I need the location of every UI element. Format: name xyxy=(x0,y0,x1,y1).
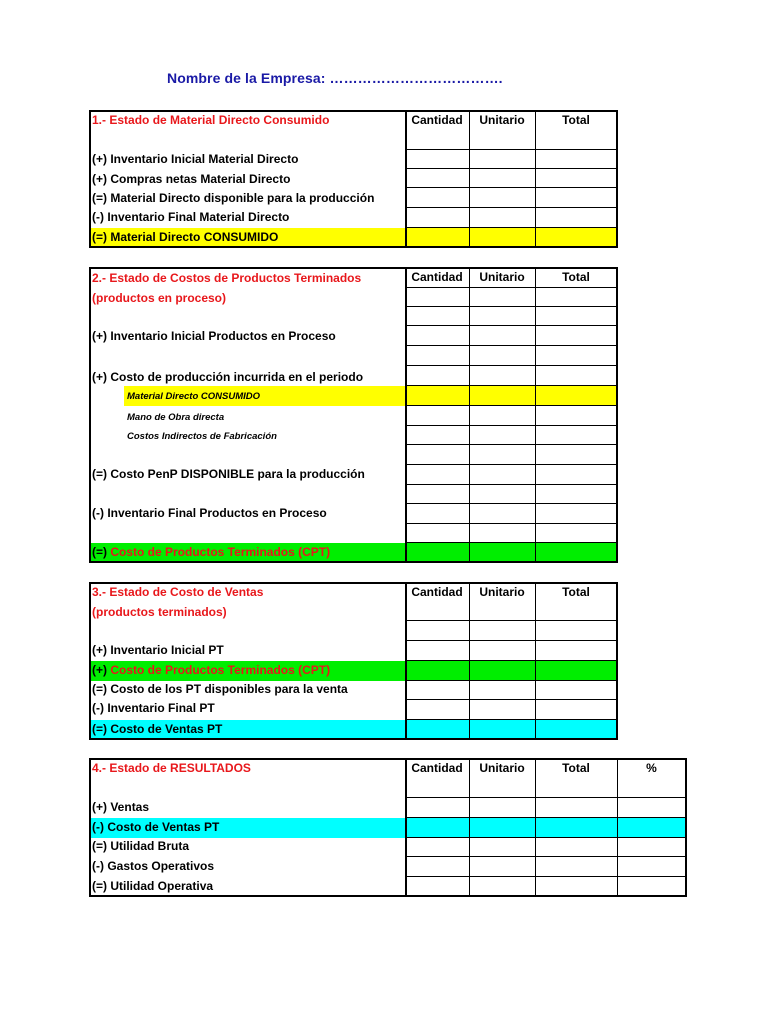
row-label xyxy=(92,210,289,224)
row-label xyxy=(92,859,214,873)
sign-symbol: (=) xyxy=(92,545,107,559)
row-label-text: Costos Indirectos de Fabricación xyxy=(127,431,277,442)
sign-symbol: (-) xyxy=(92,701,104,715)
row-label xyxy=(92,545,330,559)
sign-symbol: (-) xyxy=(92,506,104,520)
row-label xyxy=(92,800,149,814)
sign-symbol: (+) xyxy=(92,152,107,166)
cell-divider xyxy=(405,227,617,228)
row-label-text: Inventario Final PT xyxy=(107,701,215,715)
cell-divider xyxy=(405,503,617,504)
section-heading xyxy=(92,271,361,285)
row-label xyxy=(92,839,189,853)
column-header: Total xyxy=(562,761,590,775)
row-label xyxy=(92,152,298,166)
column-header: % xyxy=(646,761,657,775)
cell-divider xyxy=(405,425,617,426)
row-label xyxy=(127,411,224,425)
column-divider xyxy=(405,582,407,740)
page-title: Nombre de la Empresa: ………………………………. xyxy=(167,70,503,86)
row-label-text: Costo de Ventas PT xyxy=(110,722,223,736)
sign-symbol: (=) xyxy=(92,230,107,244)
column-divider xyxy=(535,267,536,563)
cell-divider xyxy=(405,365,617,366)
column-divider xyxy=(535,582,536,740)
sign-symbol: (+) xyxy=(92,172,107,186)
sign-symbol: (=) xyxy=(92,722,107,736)
column-header: Total xyxy=(562,585,590,599)
sign-symbol: (=) xyxy=(92,682,107,696)
column-divider xyxy=(405,267,407,563)
row-label xyxy=(127,390,260,404)
column-header: Unitario xyxy=(479,585,525,599)
row-label-text: Inventario Final Material Directo xyxy=(107,210,290,224)
section-number: 3.- xyxy=(92,585,107,599)
column-divider xyxy=(469,267,470,563)
section-number: 1.- xyxy=(92,113,107,127)
cell-divider xyxy=(405,640,617,641)
cell-divider xyxy=(405,817,686,818)
cell-divider xyxy=(405,876,686,877)
row-label xyxy=(92,820,219,834)
row-label xyxy=(92,230,278,244)
cell-divider xyxy=(405,168,617,169)
row-label-text: Inventario Inicial Productos en Proceso xyxy=(110,329,336,343)
cell-divider xyxy=(405,444,617,445)
section-heading-text: (productos en proceso) xyxy=(92,291,227,305)
row-label xyxy=(92,701,215,715)
cell-divider xyxy=(405,149,617,150)
row-label xyxy=(92,879,213,893)
cell-divider xyxy=(405,856,686,857)
sign-symbol: (=) xyxy=(92,879,107,893)
cell-divider xyxy=(405,405,617,406)
row-label-text: Material Directo disponible para la producción xyxy=(110,191,375,205)
row-label xyxy=(92,643,224,657)
row-label xyxy=(92,467,365,481)
sign-symbol: (=) xyxy=(92,839,107,853)
section-heading xyxy=(92,761,251,775)
row-label xyxy=(92,663,330,677)
section-heading-text: Estado de Costo de Ventas xyxy=(109,585,264,599)
row-label-text: Gastos Operativos xyxy=(107,859,215,873)
cell-divider xyxy=(405,620,617,621)
cell-divider xyxy=(405,464,617,465)
section-number: 2.- xyxy=(92,271,107,285)
sign-symbol: (+) xyxy=(92,329,107,343)
row-label xyxy=(92,191,374,205)
sign-symbol: (+) xyxy=(92,370,107,384)
cell-divider xyxy=(405,523,617,524)
section-heading xyxy=(92,291,226,305)
sign-symbol: (-) xyxy=(92,820,104,834)
column-header: Unitario xyxy=(479,270,525,284)
row-label xyxy=(92,329,336,343)
cell-divider xyxy=(405,207,617,208)
cell-divider xyxy=(405,187,617,188)
row-label xyxy=(92,682,348,696)
cell-divider xyxy=(405,287,617,288)
section-heading-text: Estado de Costos de Productos Terminados xyxy=(109,271,362,285)
cell-divider xyxy=(405,306,617,307)
sign-symbol: (=) xyxy=(92,191,107,205)
cell-divider xyxy=(405,660,617,661)
sign-symbol: (=) xyxy=(92,467,107,481)
row-label-text: Inventario Inicial Material Directo xyxy=(110,152,299,166)
row-label-text: Costo de los PT disponibles para la venta xyxy=(110,682,348,696)
sign-symbol: (-) xyxy=(92,859,104,873)
row-label-text: Costo de producción incurrida en el periodo xyxy=(110,370,364,384)
column-header: Unitario xyxy=(479,761,525,775)
column-header: Unitario xyxy=(479,113,525,127)
cell-divider xyxy=(405,699,617,700)
column-header: Cantidad xyxy=(411,270,463,284)
column-header: Total xyxy=(562,113,590,127)
cell-divider xyxy=(405,542,617,543)
section-heading xyxy=(92,113,329,127)
sign-symbol: (+) xyxy=(92,643,107,657)
row-label xyxy=(92,506,327,520)
row-label xyxy=(92,172,290,186)
cell-divider xyxy=(405,345,617,346)
cell-divider xyxy=(405,484,617,485)
row-label-text: Mano de Obra directa xyxy=(127,412,225,423)
row-label-text: Costo de Productos Terminados (CPT) xyxy=(110,663,331,677)
row-label-text: Costo PenP DISPONIBLE para la producción xyxy=(110,467,365,481)
row-label-text: Compras netas Material Directo xyxy=(110,172,291,186)
section-heading xyxy=(92,605,227,619)
section-heading-text: (productos terminados) xyxy=(92,605,227,619)
row-label-text: Material Directo CONSUMIDO xyxy=(127,391,261,402)
column-header: Total xyxy=(562,270,590,284)
row-label-text: Inventario Final Productos en Proceso xyxy=(107,506,327,520)
row-label-text: Utilidad Operativa xyxy=(110,879,214,893)
sign-symbol: (-) xyxy=(92,210,104,224)
row-label-text: Ventas xyxy=(110,800,150,814)
row-label-text: Material Directo CONSUMIDO xyxy=(110,230,279,244)
section-number: 4.- xyxy=(92,761,107,775)
cell-divider xyxy=(405,680,617,681)
cell-divider xyxy=(405,719,617,720)
column-header: Cantidad xyxy=(411,113,463,127)
row-label-text: Inventario Inicial PT xyxy=(110,643,224,657)
section-heading-text: Estado de RESULTADOS xyxy=(109,761,251,775)
sign-symbol: (+) xyxy=(92,800,107,814)
sign-symbol: (+) xyxy=(92,663,107,677)
cell-divider xyxy=(405,325,617,326)
section-heading-text: Estado de Material Directo Consumido xyxy=(109,113,330,127)
cell-divider xyxy=(405,837,686,838)
cell-divider xyxy=(405,797,686,798)
cell-divider xyxy=(405,385,617,386)
row-label xyxy=(92,722,222,736)
row-label xyxy=(127,430,277,444)
row-label xyxy=(92,370,363,384)
row-label-text: Costo de Productos Terminados (CPT) xyxy=(110,545,331,559)
column-header: Cantidad xyxy=(411,761,463,775)
column-header: Cantidad xyxy=(411,585,463,599)
row-label-text: Costo de Ventas PT xyxy=(107,820,220,834)
section-heading xyxy=(92,585,263,599)
row-label-text: Utilidad Bruta xyxy=(110,839,190,853)
column-divider xyxy=(469,582,470,740)
